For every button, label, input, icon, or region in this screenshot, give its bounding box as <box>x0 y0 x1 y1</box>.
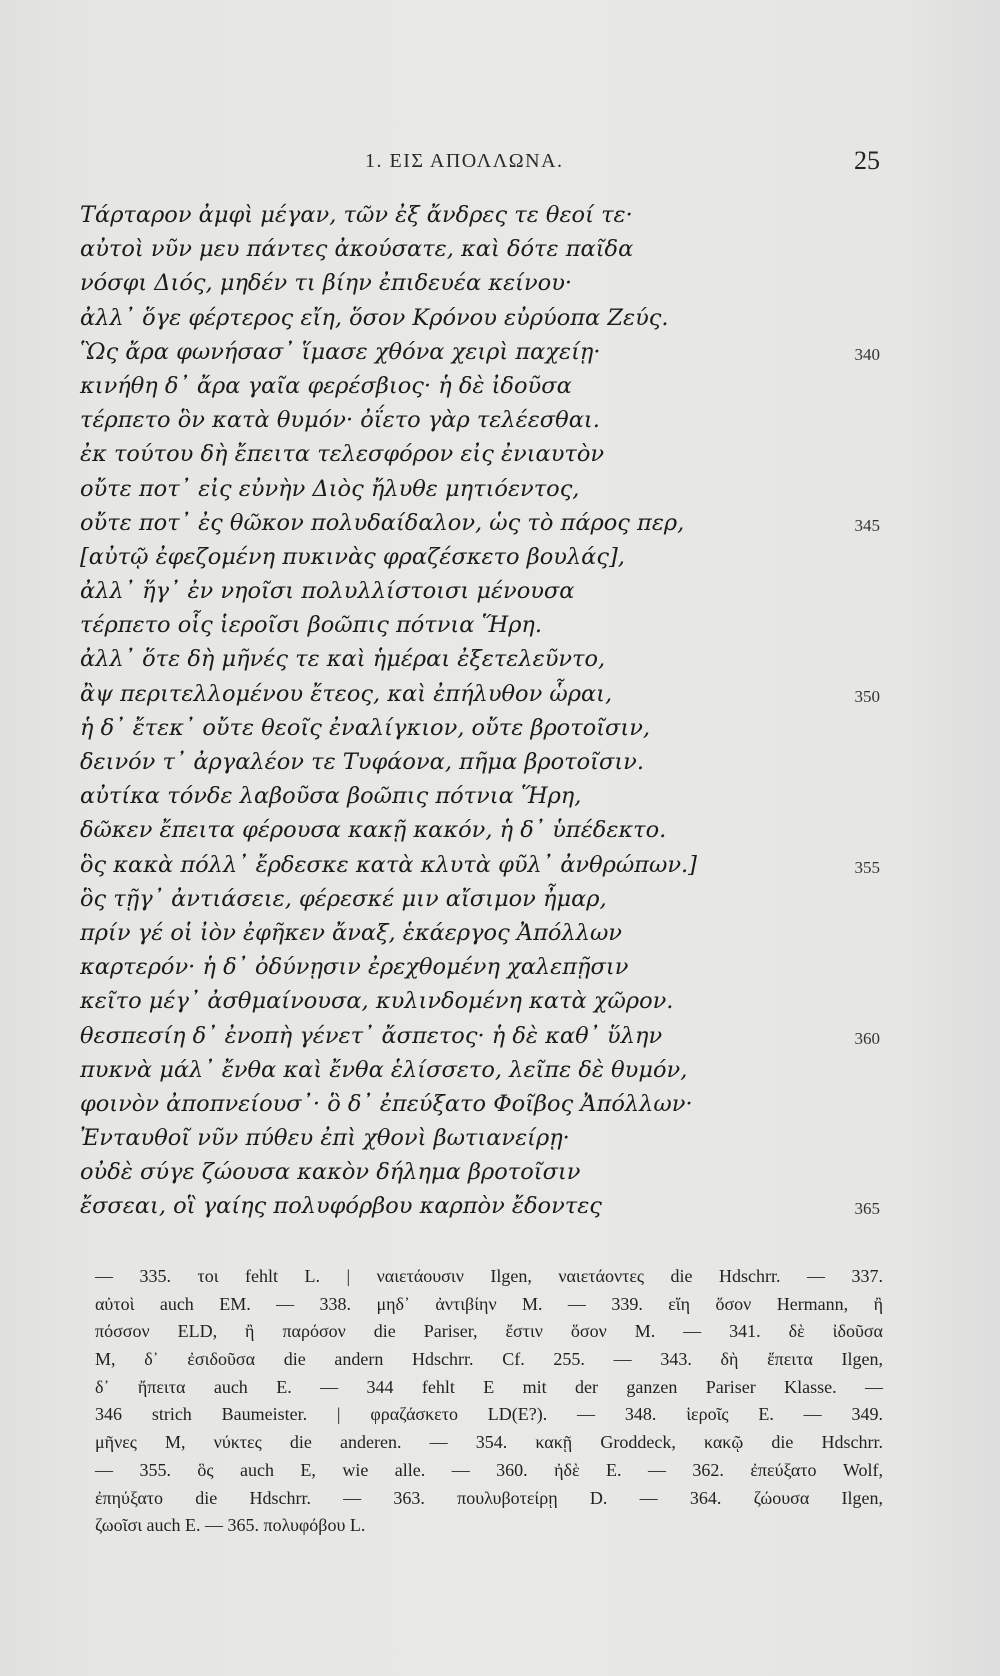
verse-text: ἡ δ᾽ ἔτεκ᾽ οὔτε θεοῖς ἐναλίγκιον, οὔτε βροτοῖσιν, <box>80 714 651 741</box>
verse-text: ὃς κακὰ πόλλ᾽ ἔρδεσκε κατὰ κλυτὰ φῦλ᾽ ἀνθρώπων.] <box>80 851 697 878</box>
verse-text: θεσπεσίη δ᾽ ἐνοπὴ γένετ᾽ ἄσπετος· ἡ δὲ καθ᾽ ὕλην <box>80 1022 663 1049</box>
verse-line <box>80 813 880 847</box>
verse-line <box>80 745 880 779</box>
line-number: 340 <box>854 344 880 364</box>
verse-line <box>80 335 880 369</box>
verse-text: Ὣς ἄρα φωνήσασ᾽ ἵμασε χθόνα χειρὶ παχείῃ· <box>80 338 601 365</box>
verse-text: αὐτίκα τόνδε λαβοῦσα βοῶπις πότνια Ἥρη, <box>80 783 582 810</box>
verse-line <box>80 1155 880 1189</box>
verse-text: πρίν γέ οἱ ἰὸν ἐφῆκεν ἄναξ, ἑκάεργος Ἀπόλλων <box>80 919 622 946</box>
verse-text: νόσφι Διός, μηδέν τι βίην ἐπιδευέα κείνου· <box>80 270 573 297</box>
verse-line <box>80 369 880 403</box>
footnote-line: μῆνες M, νύκτες die anderen. — 354. κακῇ Groddeck, κακῷ die Hdschrr. <box>95 1432 883 1453</box>
verse-text: ἀλλ᾽ ὅτε δὴ μῆνές τε καὶ ἡμέραι ἐξετελεῦντο, <box>80 646 606 673</box>
verse-text: ἀλλ᾽ ἥγ᾽ ἐν νηοῖσι πολυλλίστοισι μένουσα <box>80 578 575 605</box>
line-number: 365 <box>854 1199 880 1219</box>
page-header <box>70 146 880 184</box>
verse-line <box>80 848 880 882</box>
footnote-line: ζωοῖσι auch E. — 365. πολυφόβου L. <box>95 1515 366 1536</box>
footnote-line: ἐπηύξατο die Hdschrr. — 363. πουλυβοτείρῃ D. — 364. ζώουσα Ilgen, <box>95 1487 883 1508</box>
verse-text: κεῖτο μέγ᾽ ἀσθμαίνουσα, κυλινδομένη κατὰ χῶρον. <box>80 988 674 1015</box>
line-number: 350 <box>854 686 880 706</box>
verse-text: Τάρταρον ἀμφὶ μέγαν, τῶν ἐξ ἄνδρες τε θεοί τε· <box>80 202 633 228</box>
line-number: 355 <box>854 857 880 877</box>
verse-line <box>80 950 880 984</box>
verse-line <box>80 403 880 437</box>
verse-line <box>80 437 880 471</box>
verse-line <box>80 472 880 506</box>
verse-line <box>80 1053 880 1087</box>
footnote-line: αὐτοὶ auch EM. — 338. μηδ᾽ ἀντιβίην M. — 339. εἴη ὅσον Hermann, ἢ <box>95 1293 883 1314</box>
verse-line <box>80 540 880 574</box>
verse-text: δῶκεν ἔπειτα φέρουσα κακῇ κακόν, ἡ δ᾽ ὑπέδεκτο. <box>80 817 667 844</box>
footnote-line: πόσσον ELD, ἢ παρόσον die Pariser, ἔστιν ὅσον M. — 341. δὲ ἰδοῦσα <box>95 1321 883 1342</box>
verse-text: δεινόν τ᾽ ἀργαλέον τε Τυφάονα, πῆμα βροτοῖσιν. <box>80 749 644 775</box>
verse-text: οὐδὲ σύγε ζώουσα κακὸν δήλημα βροτοῖσιν <box>80 1159 581 1186</box>
verse-line <box>80 198 880 232</box>
footnote-line: M, δ᾽ ἐσιδοῦσα die andern Hdschrr. Cf. 255. — 343. δὴ ἔπειτα Ilgen, <box>95 1349 883 1370</box>
verse-line <box>80 711 880 745</box>
footnote-line: 346 strich Baumeister. | φραζάσκετο LD(E?). — 348. ἱεροῖς E. — 349. <box>95 1404 883 1425</box>
verse-text: οὔτε ποτ᾽ εἰς εὐνὴν Διὸς ἤλυθε μητιόεντος, <box>80 475 580 502</box>
verse-line <box>80 1019 880 1053</box>
verse-line <box>80 608 880 642</box>
verse-line <box>80 574 880 608</box>
verse-text: ἐκ τούτου δὴ ἔπειτα τελεσφόρον εἰς ἐνιαυτὸν <box>80 441 605 468</box>
verse-text: φοινὸν ἀποπνείουσ᾽· ὃ δ᾽ ἐπεύξατο Φοῖβος Ἀπόλλων· <box>80 1090 693 1117</box>
verse-line <box>80 301 880 335</box>
verse-line <box>80 642 880 676</box>
verse-text: τέρπετο ὃν κατὰ θυμόν· ὀΐετο γὰρ τελέεσθαι. <box>80 407 600 434</box>
verse-text: οὔτε ποτ᾽ ἐς θῶκον πολυδαίδαλον, ὡς τὸ πάρος περ, <box>80 509 685 536</box>
verse-text: ἔσσεαι, οἳ γαίης πολυφόρβου καρπὸν ἔδοντες <box>80 1193 602 1220</box>
verse-text: ἀλλ᾽ ὅγε φέρτερος εἴη, ὅσον Κρόνου εὐρύοπα Ζεύς. <box>80 304 669 331</box>
verse-line <box>80 266 880 300</box>
verse-line <box>80 779 880 813</box>
footnote-line: δ᾽ ἤπειτα auch E. — 344 fehlt E mit der ganzen Pariser Klasse. — <box>95 1376 883 1397</box>
verse-text: αὐτοὶ νῦν μευ πάντες ἀκούσατε, καὶ δότε παῖδα <box>80 236 634 263</box>
verse-line <box>80 506 880 540</box>
verse-text: πυκνὰ μάλ᾽ ἔνθα καὶ ἔνθα ἑλίσσετο, λεῖπε δὲ θυμόν, <box>80 1056 688 1083</box>
verse-line <box>80 1189 880 1223</box>
running-head: 1. ΕΙΣ ΑΠΟΛΛΩΝΑ. <box>365 150 564 172</box>
line-number: 345 <box>854 515 880 535</box>
verse-text: [αὐτῷ ἐφεζομένη πυκινὰς φραζέσκετο βουλάς], <box>80 543 625 570</box>
footnote-line: — 355. ὃς auch E, wie alle. — 360. ἠδὲ E. — 362. ἐπεύξατο Wolf, <box>95 1459 883 1480</box>
footnote-line: — 335. τοι fehlt L. | ναιετάουσιν Ilgen, ναιετάοντες die Hdschrr. — 337. <box>95 1266 883 1286</box>
verse-text: ὃς τῇγ᾽ ἀντιάσειε, φέρεσκέ μιν αἴσιμον ἦμαρ, <box>80 885 607 912</box>
verse-block <box>80 198 880 1224</box>
line-number: 360 <box>854 1028 880 1048</box>
verse-line <box>80 232 880 266</box>
verse-text: καρτερόν· ἡ δ᾽ ὀδύνῃσιν ἐρεχθομένη χαλεπῇσιν <box>80 954 629 981</box>
verse-text: τέρπετο οἷς ἱεροῖσι βοῶπις πότνια Ἥρη. <box>80 612 543 639</box>
verse-line <box>80 882 880 916</box>
verse-line <box>80 984 880 1018</box>
verse-line <box>80 677 880 711</box>
verse-text: ἂψ περιτελλομένου ἔτεος, καὶ ἐπήλυθον ὧραι, <box>80 680 613 707</box>
verse-text: κινήθη δ᾽ ἄρα γαῖα φερέσβιος· ἡ δὲ ἰδοῦσα <box>80 372 572 399</box>
page-number: 25 <box>854 146 880 175</box>
verse-text: Ἐνταυθοῖ νῦν πύθευ ἐπὶ χθονὶ βωτιανείρῃ· <box>80 1125 570 1152</box>
critical-apparatus <box>95 1263 883 1540</box>
verse-line <box>80 1121 880 1155</box>
verse-line <box>80 1087 880 1121</box>
verse-line <box>80 916 880 950</box>
